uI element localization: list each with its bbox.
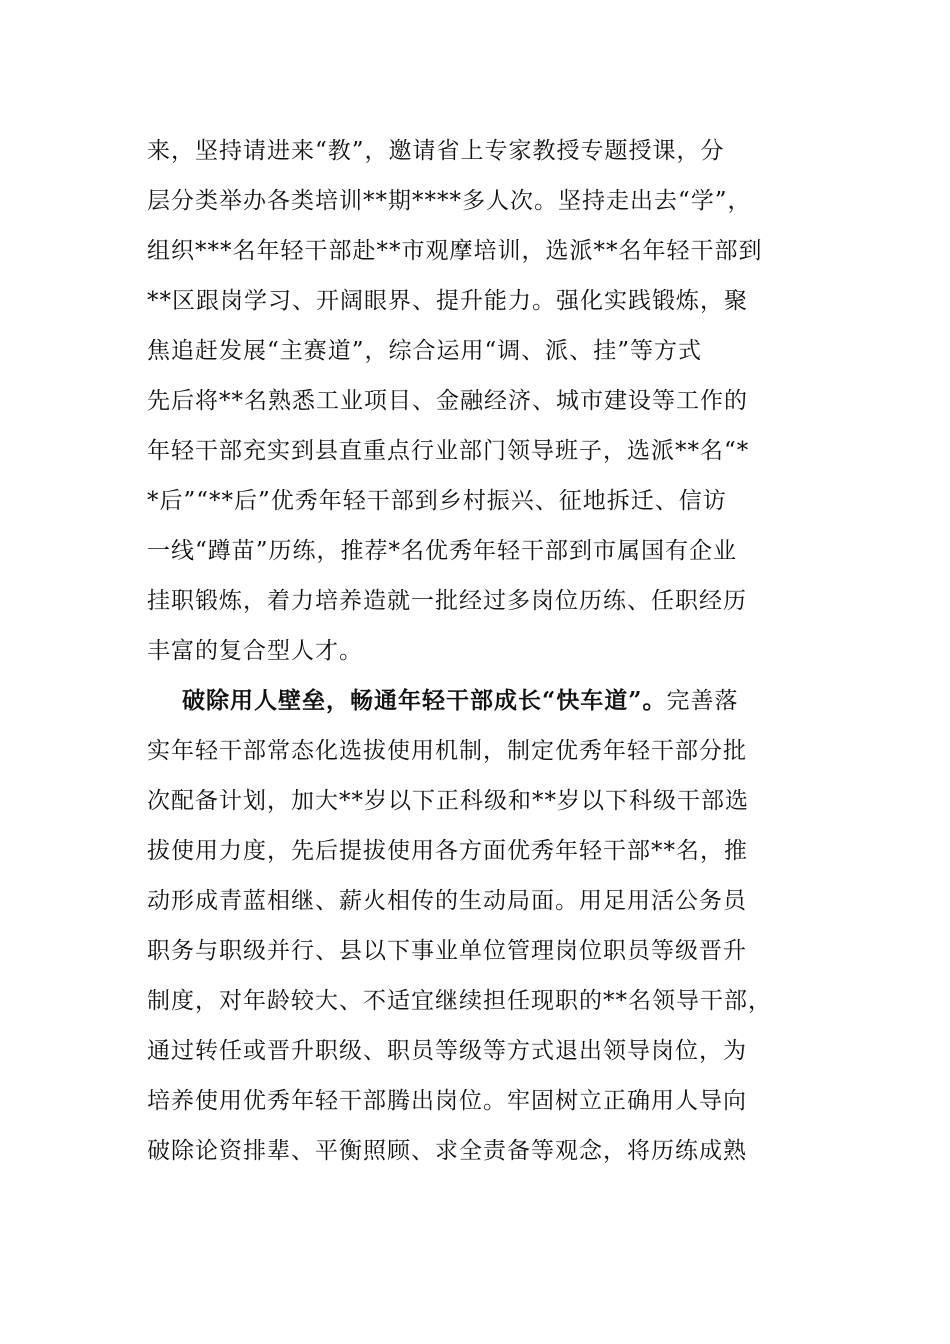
paragraph-1-line: 一线“蹲苗”历练，推荐*名优秀年轻干部到市属国有企业 (147, 538, 738, 564)
paragraph-2-first-line-rest: 完善落 (666, 688, 739, 714)
paragraph-2-first-line (182, 676, 738, 726)
paragraph-1-line: 组织***名年轻干部赴**市观摩培训，选派**名年轻干部到 (147, 238, 763, 264)
paragraph-1-line: 来，坚持请进来“教”，邀请省上专家教授专题授课，分 (147, 138, 725, 164)
paragraph-2-heading: 破除用人壁垒，畅通年轻干部成长“快车道”。 (182, 687, 667, 714)
paragraph-1-line: *后”“**后”优秀年轻干部到乡村振兴、征地拆迁、信访 (147, 488, 727, 514)
paragraph-1-line: 挂职锻炼，着力培养造就一批经过多岗位历练、任职经历 (147, 588, 747, 614)
paragraph-1-line: 丰富的复合型人才。 (147, 638, 363, 664)
paragraph-2-line: 通过转任或晋升职级、职员等级等方式退出领导岗位，为 (147, 1038, 747, 1064)
paragraph-2-line: 破除论资排辈、平衡照顾、求全责备等观念，将历练成熟 (147, 1138, 747, 1164)
paragraph-2-line: 职务与职级并行、县以下事业单位管理岗位职员等级晋升 (147, 938, 747, 964)
paragraph-2-line: 拔使用力度，先后提拔使用各方面优秀年轻干部**名，推 (147, 838, 748, 864)
paragraph-2-line: 培养使用优秀年轻干部腾出岗位。牢固树立正确用人导向 (147, 1088, 747, 1114)
paragraph-2-line: 动形成青蓝相继、薪火相传的生动局面。用足用活公务员 (147, 888, 747, 914)
paragraph-2-line: 次配备计划，加大**岁以下正科级和**岁以下科级干部选 (147, 788, 749, 814)
paragraph-1-line: 先后将**名熟悉工业项目、金融经济、城市建设等工作的 (147, 388, 748, 414)
paragraph-1-line: 年轻干部充实到县直重点行业部门领导班子，选派**名“* (147, 438, 750, 464)
paragraph-2-line: 制度，对年龄较大、不适宜继续担任现职的**名领导干部， (147, 988, 772, 1014)
paragraph-1-line: 焦追赶发展“主赛道”，综合运用“调、派、挂”等方式 (147, 338, 703, 364)
paragraph-1-line: **区跟岗学习、开阔眼界、提升能力。强化实践锻炼，聚 (147, 288, 748, 314)
paragraph-2-line: 实年轻干部常态化选拔使用机制，制定优秀年轻干部分批 (147, 738, 747, 764)
paragraph-1-line: 层分类举办各类培训**期****多人次。坚持走出去“学”， (147, 188, 752, 214)
